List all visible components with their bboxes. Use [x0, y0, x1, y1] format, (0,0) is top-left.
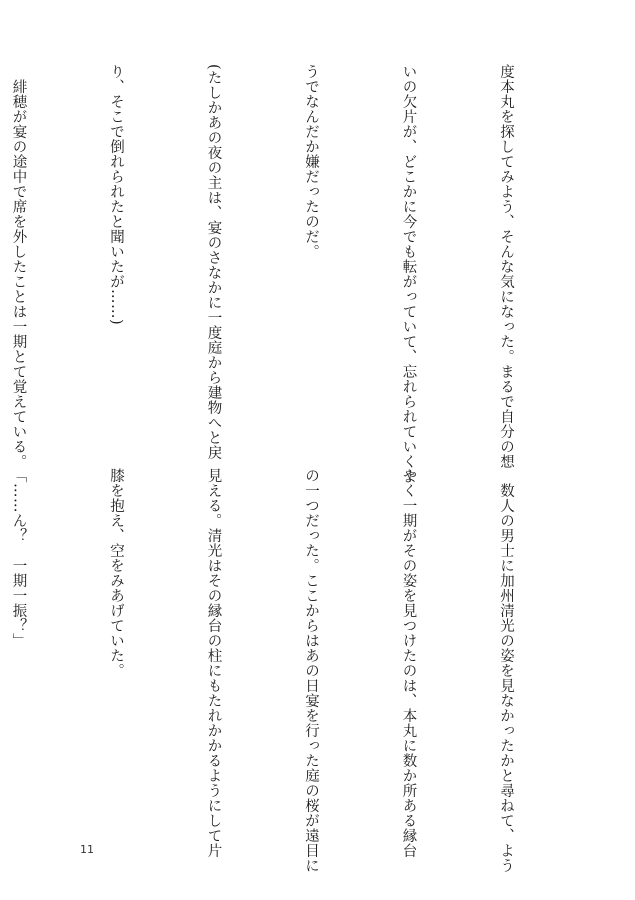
text-line: (たしかあの夜の主は、宴のさなかに一度庭から建物へと戻: [205, 64, 222, 461]
text-line: の一つだった。ここからはあの日宴を行った庭の桜が遠目に: [303, 468, 319, 873]
upper-text-block: [0, 64, 587, 484]
text-line: やく一期がその姿を見つけたのは、本丸に数か所ある縁台: [400, 468, 417, 858]
text-line: 膝を抱え、空をみあげていた。: [108, 468, 124, 678]
text-line: り、そこで倒れられたと聞いたが……): [108, 64, 124, 326]
text-line: 度本丸を探してみよう、そんな気になった。まるで自分の想: [498, 64, 514, 469]
text-line: 見える。清光はその縁台の柱にもたれかかるようにして片: [205, 468, 222, 858]
text-line: うでなんだか嫌だったのだ。: [303, 64, 319, 259]
text-line: 数人の男士に加州清光の姿を見なかったかと尋ねて、よう: [498, 468, 514, 873]
text-line: いの欠片が、どこかに今でも転がっていて、忘れられていくよ: [400, 64, 417, 484]
page-number: 11: [80, 843, 94, 856]
text-line: 「……ん？ 一期一振？」: [10, 468, 27, 648]
text-line: 緋穂が宴の途中で席を外したことは一期とて覚えている。: [10, 64, 27, 469]
